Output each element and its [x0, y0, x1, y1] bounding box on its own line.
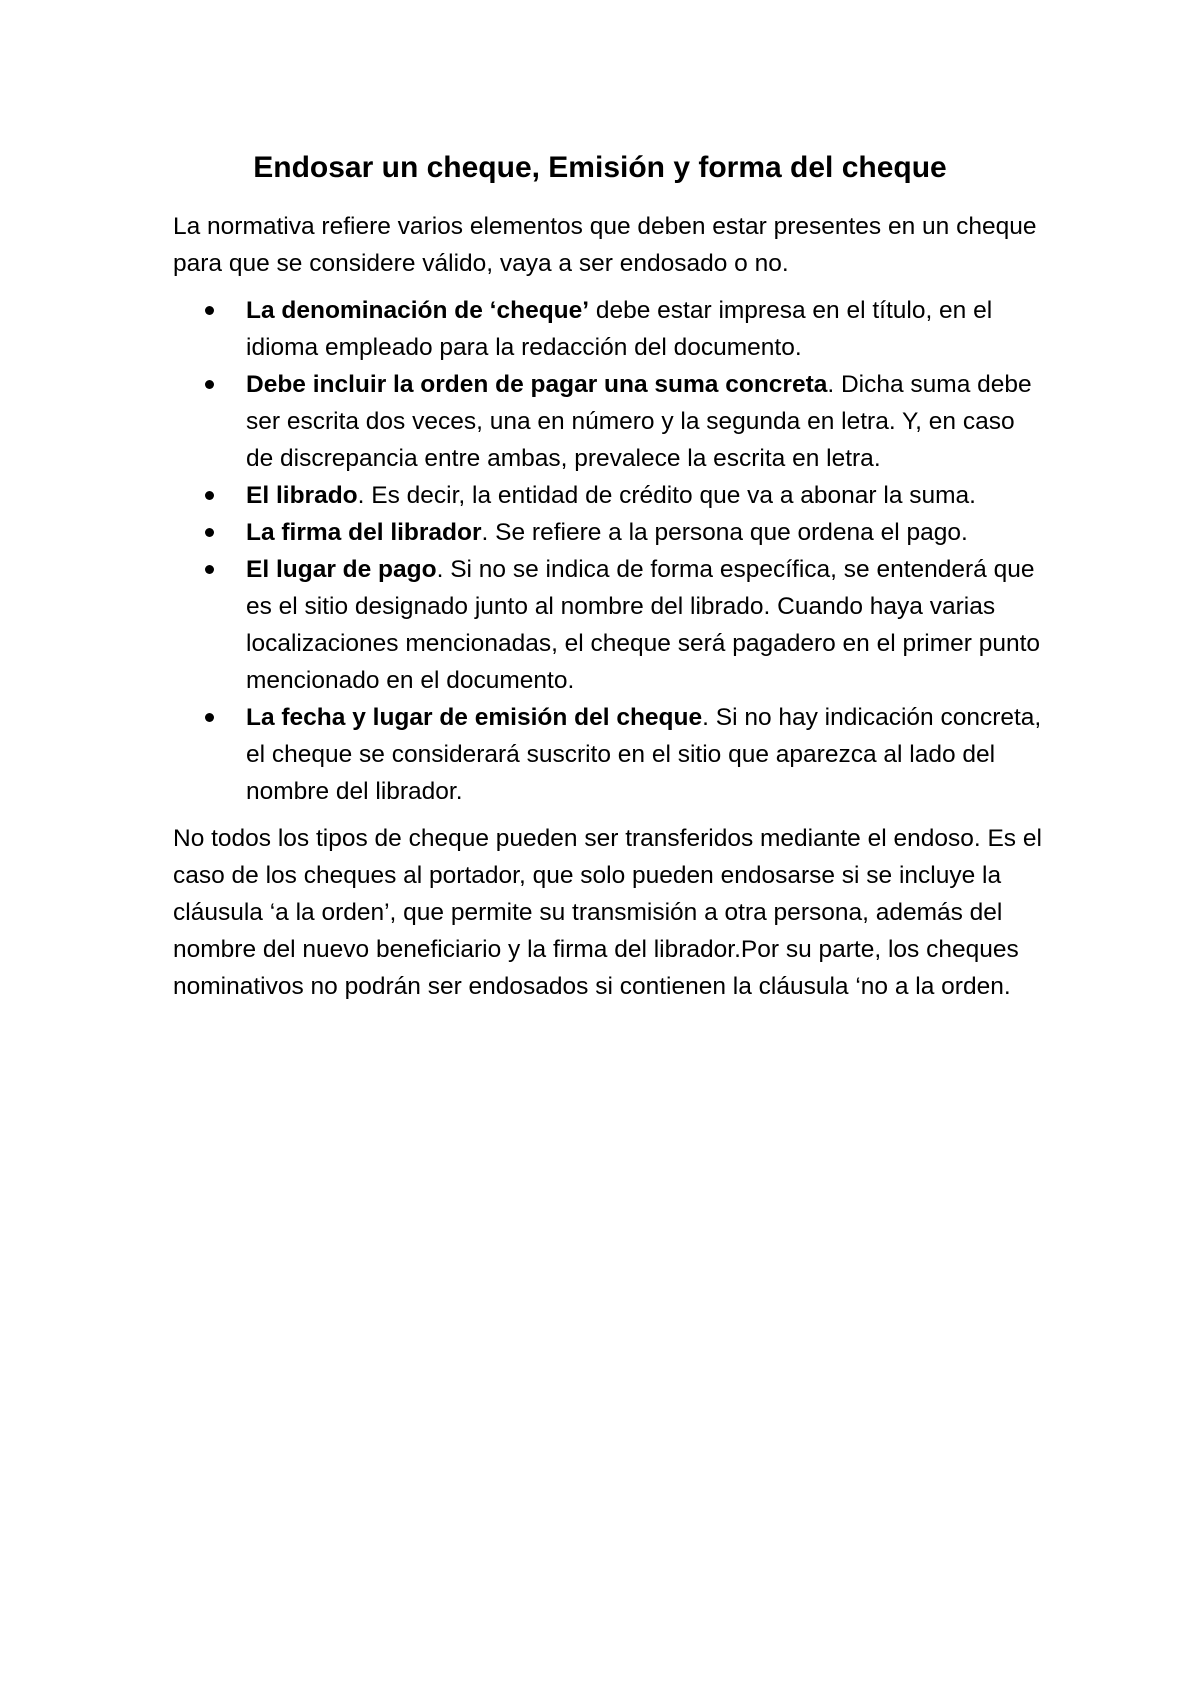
- list-item-text: debe estar impresa en el título, en el idioma empleado para la redacción del documento.: [246, 297, 993, 361]
- list-item-heading: El lugar de pago: [246, 556, 437, 583]
- document-title: Endosar un cheque, Emisión y forma del cheque: [253, 151, 947, 184]
- document-body: [173, 208, 1043, 1005]
- intro-paragraph: La normativa refiere varios elementos que deben estar presentes en un cheque para que se considere válido, vaya a ser endosado o no.: [173, 213, 1037, 277]
- requirements-list: [173, 292, 1043, 810]
- list-item: [173, 514, 1043, 551]
- list-item-text: . Dicha suma debe ser escrita dos veces, una en número y la segunda en letra. Y, en caso de discrepancia entre ambas, prevalece la escrita en letra.: [246, 371, 1032, 472]
- list-item: [173, 292, 1043, 366]
- bullet-icon: [205, 491, 214, 500]
- list-item-heading: El librado: [246, 482, 358, 509]
- list-item-text: . Si no hay indicación concreta, el cheque se considerará suscrito en el sitio que aparezca al lado del nombre del librador.: [246, 704, 1042, 805]
- list-item: [173, 477, 1043, 514]
- list-item-heading: Debe incluir la orden de pagar una suma concreta: [246, 371, 828, 398]
- bullet-icon: [205, 713, 214, 722]
- bullet-icon: [205, 528, 214, 537]
- list-item: [173, 366, 1043, 477]
- list-item-text: . Se refiere a la persona que ordena el pago.: [481, 519, 968, 546]
- list-item: [173, 551, 1043, 699]
- list-item-heading: La firma del librador: [246, 519, 482, 546]
- closing-paragraph: No todos los tipos de cheque pueden ser transferidos mediante el endoso. Es el caso de los cheques al portador, que solo pueden endosarse si se incluye la cláusula ‘a la orden’, que permite su transmisión a otra persona, además del nombre del nuevo beneficiario y la firma del librador.Por su parte, los cheques nominativos no podrán ser endosados si contienen la cláusula ‘no a la orden.: [173, 825, 1042, 1000]
- bullet-icon: [205, 565, 214, 574]
- list-item-heading: La fecha y lugar de emisión del cheque: [246, 704, 703, 731]
- bullet-icon: [205, 306, 214, 315]
- list-item: [173, 699, 1043, 810]
- list-item-text: . Si no se indica de forma específica, se entenderá que es el sitio designado junto al nombre del librado. Cuando haya varias localizaciones mencionadas, el cheque será pagadero en el primer punto mencionado en el documento.: [246, 556, 1041, 694]
- list-item-heading: La denominación de ‘cheque’: [246, 297, 590, 324]
- bullet-icon: [205, 380, 214, 389]
- list-item-text: . Es decir, la entidad de crédito que va a abonar la suma.: [357, 482, 976, 509]
